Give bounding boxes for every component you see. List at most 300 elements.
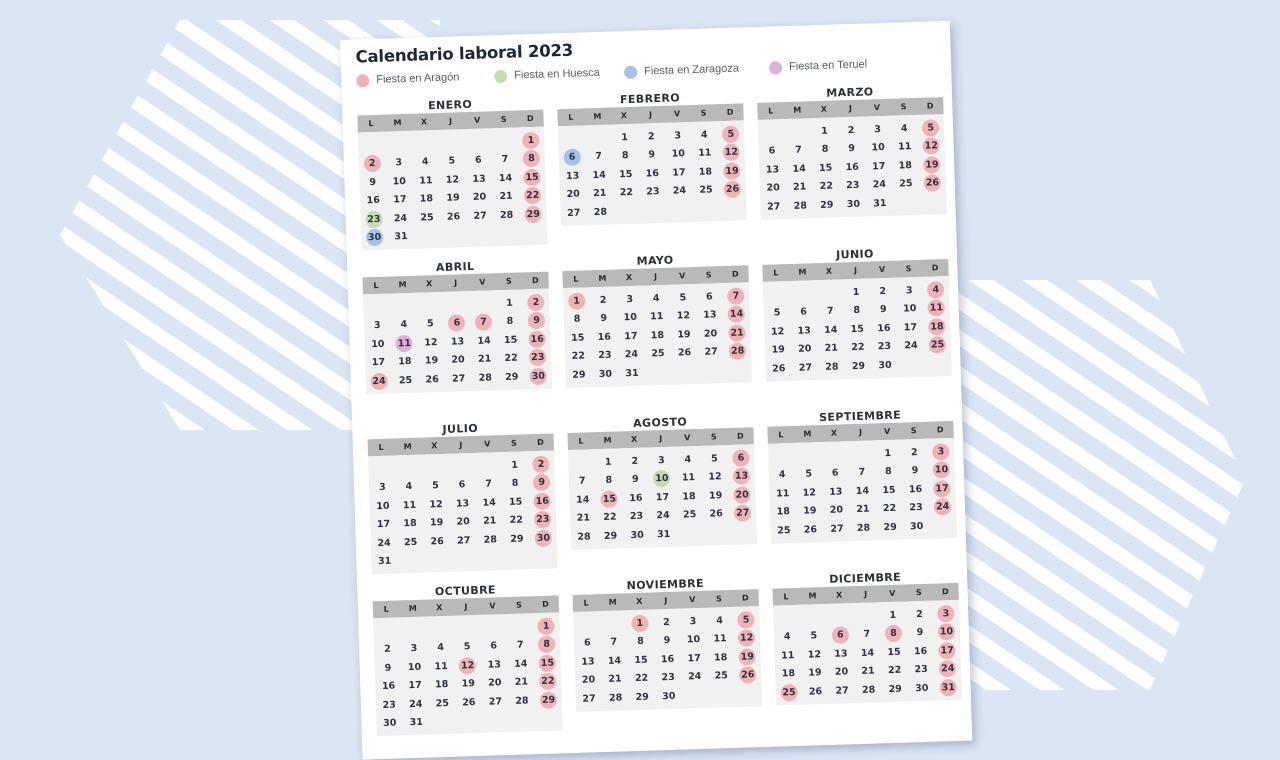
- day-number: 24: [656, 510, 670, 522]
- day-number: 31: [873, 197, 887, 210]
- day-number: 18: [650, 329, 665, 342]
- empty-day-cell: [768, 286, 786, 304]
- day-number: 25: [403, 536, 418, 548]
- weekday-label: S: [900, 102, 907, 112]
- day-number: 2: [662, 616, 670, 628]
- legend-item-aragon: [356, 68, 494, 88]
- weekday-label: M: [398, 280, 407, 290]
- day-number: 7: [516, 639, 524, 651]
- day-number: 16: [908, 483, 923, 496]
- day-number: 16: [381, 680, 396, 693]
- day-number: 9: [600, 313, 608, 325]
- zaragoza-color-dot: [624, 65, 637, 78]
- holiday-day-aragon: 16: [528, 330, 546, 348]
- holiday-day-aragon: 2: [363, 155, 381, 173]
- day-number: 25: [651, 348, 665, 360]
- day-number: 28: [478, 372, 493, 384]
- day-number: 26: [803, 524, 818, 536]
- day-number: 24: [624, 349, 639, 361]
- legend-label: Fiesta en Zaragoza: [643, 62, 740, 78]
- day-number: 16: [877, 322, 891, 335]
- weekday-label: V: [489, 601, 496, 611]
- day-number: 5: [463, 641, 471, 653]
- weekday-label: J: [848, 103, 853, 114]
- day-number: 20: [703, 328, 718, 340]
- month-title: SEPTIEMBRE: [818, 408, 902, 425]
- day-number: 21: [477, 353, 492, 366]
- day-number: 15: [818, 162, 833, 174]
- weekday-label: V: [678, 271, 686, 281]
- day-number: 2: [383, 643, 391, 656]
- day-number: 7: [595, 151, 603, 163]
- weekday-label: J: [864, 589, 868, 599]
- empty-day-cell: [831, 608, 849, 626]
- holiday-day-aragon: 15: [601, 490, 619, 508]
- holiday-day-aragon: 6: [448, 314, 466, 332]
- day-number: 24: [687, 671, 702, 683]
- day-number: 6: [831, 467, 839, 480]
- day-number: 3: [395, 157, 403, 169]
- empty-day-cell: [474, 295, 492, 313]
- day-number: 26: [462, 696, 476, 709]
- day-number: 23: [661, 672, 675, 684]
- day-number: 13: [703, 309, 717, 321]
- day-number: 12: [424, 336, 438, 349]
- holiday-day-aragon: 23: [534, 511, 552, 529]
- month-title: NOVIEMBRE: [626, 576, 705, 593]
- day-number: 29: [510, 533, 524, 545]
- holiday-day-aragon: 25: [929, 336, 947, 354]
- day-number: 27: [835, 685, 849, 697]
- weekday-label: M: [593, 111, 602, 122]
- day-number: 16: [660, 653, 675, 665]
- day-number: 1: [821, 125, 829, 137]
- day-number: 10: [686, 634, 701, 646]
- day-number: 11: [650, 311, 664, 323]
- empty-day-cell: [563, 130, 581, 148]
- day-number: 18: [682, 490, 696, 503]
- day-number: 9: [384, 662, 392, 674]
- day-number: 23: [909, 502, 923, 514]
- holiday-day-aragon: 10: [933, 461, 951, 479]
- day-number: 25: [682, 509, 697, 521]
- day-number: 26: [808, 685, 823, 698]
- day-number: 10: [376, 500, 390, 512]
- day-number: 10: [903, 303, 917, 315]
- day-number: 24: [408, 698, 423, 710]
- weekday-label: M: [603, 435, 612, 445]
- day-number: 19: [808, 667, 822, 679]
- day-number: 17: [903, 321, 918, 334]
- day-number: 12: [708, 471, 722, 483]
- day-number: 18: [419, 193, 434, 205]
- weekday-label: D: [731, 269, 739, 279]
- day-number: 22: [882, 503, 897, 515]
- weekday-label: L: [768, 106, 774, 116]
- day-number: 13: [565, 170, 580, 182]
- day-number: 18: [713, 651, 728, 664]
- day-number: 12: [770, 325, 785, 338]
- day-number: 18: [781, 668, 796, 680]
- day-number: 2: [647, 130, 655, 143]
- day-number: 31: [409, 716, 424, 729]
- holiday-day-aragon: 19: [923, 156, 941, 174]
- month-marzo: [757, 82, 948, 240]
- day-number: 20: [829, 504, 844, 517]
- weekday-label: D: [936, 425, 944, 435]
- day-number: 12: [802, 487, 817, 499]
- weekday-label: V: [683, 433, 691, 443]
- month-abril: [362, 257, 553, 415]
- day-number: 28: [861, 684, 876, 696]
- day-number: 10: [671, 148, 686, 160]
- day-number: 15: [503, 334, 518, 346]
- month-febrero: [557, 88, 748, 246]
- weekday-label: J: [648, 110, 653, 120]
- empty-day-cell: [789, 123, 807, 141]
- weekday-label: D: [736, 431, 744, 441]
- calendar-content: [355, 21, 962, 748]
- holiday-day-aragon: 3: [937, 605, 955, 623]
- day-number: 4: [652, 292, 660, 305]
- day-number: 8: [511, 477, 519, 490]
- day-number: 12: [807, 648, 822, 661]
- day-number: 6: [458, 479, 466, 491]
- empty-day-cell: [469, 133, 487, 151]
- days-grid: [773, 600, 962, 705]
- day-number: 12: [676, 310, 691, 322]
- holiday-day-aragon: 7: [475, 314, 493, 332]
- holiday-day-aragon: 23: [529, 349, 547, 367]
- days-grid: [373, 612, 563, 736]
- day-number: 6: [705, 291, 713, 303]
- legend-label: Fiesta en Huesca: [514, 66, 600, 82]
- holiday-day-aragon: 28: [729, 343, 747, 361]
- huesca-color-dot: [494, 69, 507, 82]
- weekday-label: L: [778, 430, 784, 440]
- day-number: 7: [610, 636, 618, 649]
- empty-day-cell: [778, 610, 796, 628]
- day-number: 22: [504, 352, 518, 365]
- holiday-day-aragon: 9: [533, 474, 551, 492]
- day-number: 10: [407, 661, 422, 673]
- day-number: 8: [636, 636, 644, 648]
- day-number: 22: [634, 672, 649, 685]
- day-number: 6: [800, 306, 808, 318]
- weekday-label: S: [715, 594, 722, 604]
- day-number: 13: [472, 173, 486, 185]
- day-number: 18: [776, 506, 791, 518]
- empty-day-cell: [400, 460, 418, 478]
- day-number: 20: [766, 182, 780, 194]
- day-number: 14: [855, 485, 870, 497]
- holiday-day-aragon: 11: [928, 299, 946, 317]
- day-number: 2: [847, 124, 855, 136]
- day-number: 25: [398, 374, 413, 387]
- weekday-label: L: [383, 604, 389, 614]
- aragon-color-dot: [356, 74, 369, 87]
- day-number: 27: [582, 693, 596, 705]
- empty-day-cell: [389, 136, 407, 154]
- weekday-label: X: [620, 111, 628, 121]
- day-number: 22: [819, 180, 834, 193]
- holiday-day-aragon: 12: [738, 630, 756, 648]
- weekday-label: D: [741, 593, 749, 603]
- holiday-day-aragon: 26: [724, 181, 742, 199]
- days-grid: [358, 127, 548, 251]
- day-number: 8: [506, 315, 514, 328]
- day-number: 28: [825, 361, 839, 373]
- weekday-label: D: [926, 101, 934, 111]
- day-number: 4: [684, 453, 692, 466]
- weekday-label: J: [659, 434, 663, 444]
- empty-day-cell: [416, 135, 434, 153]
- day-number: 22: [603, 511, 617, 524]
- day-number: 28: [499, 209, 514, 221]
- day-number: 30: [846, 198, 861, 210]
- month-title: FEBRERO: [619, 91, 681, 107]
- day-number: 8: [605, 474, 613, 487]
- holiday-day-aragon: 21: [728, 324, 746, 342]
- holiday-day-aragon: 5: [722, 125, 740, 143]
- holiday-day-aragon: 17: [933, 480, 951, 498]
- day-number: 23: [598, 349, 612, 362]
- day-number: 30: [382, 717, 397, 730]
- day-number: 20: [566, 188, 581, 201]
- day-number: 22: [571, 350, 586, 363]
- day-number: 23: [382, 699, 396, 711]
- weekday-label: J: [459, 440, 463, 450]
- day-number: 13: [487, 659, 502, 671]
- day-number: 22: [887, 664, 902, 677]
- day-number: 16: [597, 331, 612, 343]
- day-number: 24: [872, 179, 887, 191]
- day-number: 14: [498, 172, 513, 184]
- weekday-label: J: [448, 116, 453, 126]
- day-number: 29: [888, 683, 903, 695]
- holiday-day-aragon: 14: [728, 306, 746, 324]
- legend-label: Fiesta en Teruel: [788, 58, 868, 73]
- day-number: 22: [619, 187, 634, 199]
- holiday-day-aragon: 1: [568, 292, 586, 310]
- month-mayo: [562, 250, 753, 408]
- weekday-label: S: [700, 108, 707, 118]
- holiday-day-aragon: 8: [523, 150, 541, 168]
- empty-day-cell: [799, 447, 817, 465]
- day-number: 27: [473, 210, 487, 222]
- day-number: 2: [599, 294, 607, 306]
- weekday-label: J: [464, 602, 468, 612]
- day-number: 11: [419, 174, 433, 187]
- holiday-day-aragon: 24: [370, 372, 388, 390]
- day-number: 30: [598, 368, 613, 380]
- day-number: 8: [821, 143, 829, 156]
- weekday-label: X: [425, 279, 433, 289]
- empty-day-cell: [804, 609, 822, 627]
- day-number: 23: [646, 186, 660, 198]
- day-number: 18: [403, 518, 417, 530]
- day-number: 16: [645, 167, 660, 180]
- day-number: 7: [795, 144, 803, 157]
- day-number: 5: [431, 480, 439, 492]
- month-title: MAYO: [636, 253, 674, 268]
- day-number: 28: [577, 531, 591, 543]
- day-number: 9: [848, 143, 856, 155]
- day-number: 2: [910, 446, 918, 459]
- day-number: 27: [798, 362, 813, 374]
- day-number: 12: [445, 174, 460, 186]
- weekday-label: X: [430, 441, 438, 451]
- weekday-label: M: [608, 597, 617, 607]
- holiday-day-aragon: 4: [927, 281, 945, 299]
- holiday-day-aragon: 17: [938, 642, 956, 660]
- holiday-day-aragon: 12: [723, 144, 741, 162]
- weekday-label: M: [793, 105, 802, 115]
- day-number: 20: [451, 354, 465, 366]
- empty-day-cell: [373, 460, 391, 478]
- holiday-day-aragon: 27: [734, 505, 752, 523]
- day-number: 24: [377, 537, 391, 549]
- day-number: 8: [621, 150, 629, 162]
- holiday-day-aragon: 20: [733, 486, 751, 504]
- weekday-label: D: [726, 107, 734, 117]
- holiday-day-aragon: 9: [528, 312, 546, 330]
- day-number: 31: [377, 555, 392, 568]
- empty-day-cell: [578, 616, 596, 634]
- days-grid: [768, 438, 957, 543]
- day-number: 5: [805, 468, 813, 480]
- empty-day-cell: [773, 448, 791, 466]
- day-number: 14: [477, 335, 491, 347]
- day-number: 14: [792, 163, 806, 175]
- day-number: 14: [607, 655, 622, 667]
- day-number: 30: [630, 529, 644, 541]
- day-number: 18: [398, 356, 412, 368]
- day-number: 3: [657, 454, 665, 466]
- day-number: 23: [914, 664, 928, 676]
- empty-day-cell: [858, 607, 876, 625]
- holiday-day-aragon: 7: [727, 287, 745, 305]
- day-number: 1: [604, 456, 612, 468]
- day-number: 4: [405, 481, 413, 493]
- day-number: 4: [700, 129, 708, 141]
- weekday-label: S: [910, 426, 917, 436]
- day-number: 31: [656, 528, 671, 541]
- empty-day-cell: [763, 124, 781, 142]
- weekday-label: D: [526, 113, 534, 124]
- empty-day-cell: [484, 619, 502, 637]
- weekday-label: M: [393, 118, 402, 128]
- day-number: 9: [916, 627, 924, 639]
- day-number: 26: [709, 508, 723, 520]
- weekday-label: V: [478, 277, 486, 287]
- day-number: 15: [882, 484, 896, 496]
- day-number: 27: [456, 534, 471, 547]
- day-number: 20: [488, 677, 502, 689]
- empty-day-cell: [821, 284, 839, 302]
- weekday-label: S: [710, 432, 717, 442]
- empty-day-cell: [443, 134, 461, 152]
- day-number: 16: [845, 161, 860, 173]
- day-number: 27: [567, 207, 581, 219]
- days-grid: [573, 606, 762, 711]
- day-number: 9: [663, 635, 671, 647]
- weekday-label: M: [808, 591, 817, 601]
- day-number: 22: [851, 341, 865, 354]
- holiday-day-aragon: 5: [737, 611, 755, 629]
- days-grid: [563, 282, 752, 387]
- holiday-day-zaragoza: 6: [563, 149, 581, 167]
- weekday-label: D: [542, 599, 549, 609]
- empty-day-cell: [458, 620, 476, 638]
- month-title: JULIO: [442, 421, 479, 436]
- holiday-day-aragon: 2: [527, 293, 545, 311]
- weekday-label: X: [830, 428, 838, 438]
- month-julio: [367, 418, 558, 576]
- months-grid: [357, 82, 962, 748]
- month-junio: [762, 244, 953, 402]
- day-number: 17: [376, 518, 391, 531]
- month-enero: [357, 95, 548, 253]
- day-number: 7: [501, 154, 509, 166]
- day-number: 3: [373, 320, 381, 332]
- holiday-day-aragon: 30: [535, 529, 553, 547]
- day-number: 17: [624, 330, 638, 342]
- day-number: 24: [393, 212, 408, 225]
- day-number: 12: [429, 498, 443, 511]
- day-number: 1: [884, 447, 892, 459]
- weekday-label: V: [873, 103, 881, 113]
- holiday-day-aragon: 6: [732, 449, 750, 467]
- day-number: 21: [792, 181, 807, 194]
- day-number: 16: [629, 492, 643, 504]
- weekday-label: V: [473, 115, 481, 125]
- day-number: 8: [573, 313, 581, 326]
- month-septiembre: [767, 406, 958, 564]
- weekday-label: L: [568, 112, 574, 122]
- weekday-label: L: [368, 118, 374, 129]
- weekday-label: X: [835, 590, 843, 600]
- day-number: 21: [861, 665, 875, 678]
- month-title: ABRIL: [435, 259, 475, 275]
- day-number: 9: [879, 304, 887, 316]
- day-number: 21: [576, 512, 591, 525]
- empty-day-cell: [826, 446, 844, 464]
- day-number: 6: [583, 637, 591, 649]
- day-number: 26: [446, 211, 461, 223]
- holiday-day-aragon: 29: [540, 691, 558, 709]
- empty-day-cell: [426, 459, 444, 477]
- empty-day-cell: [511, 618, 529, 636]
- weekday-label: V: [689, 595, 696, 605]
- day-number: 30: [878, 359, 892, 371]
- day-number: 24: [904, 340, 918, 352]
- day-number: 26: [425, 373, 439, 386]
- day-number: 14: [592, 169, 606, 181]
- month-title: AGOSTO: [632, 415, 688, 430]
- weekday-label: D: [931, 263, 939, 273]
- weekday-label: V: [878, 264, 886, 275]
- holiday-day-aragon: 5: [922, 119, 940, 137]
- weekday-label: M: [798, 267, 807, 277]
- holiday-day-aragon: 12: [459, 657, 477, 675]
- month-diciembre: [772, 568, 963, 726]
- day-number: 4: [400, 319, 408, 331]
- day-number: 15: [887, 646, 901, 658]
- weekday-label: X: [420, 117, 428, 127]
- weekday-label: L: [378, 442, 384, 452]
- day-number: 6: [768, 145, 776, 157]
